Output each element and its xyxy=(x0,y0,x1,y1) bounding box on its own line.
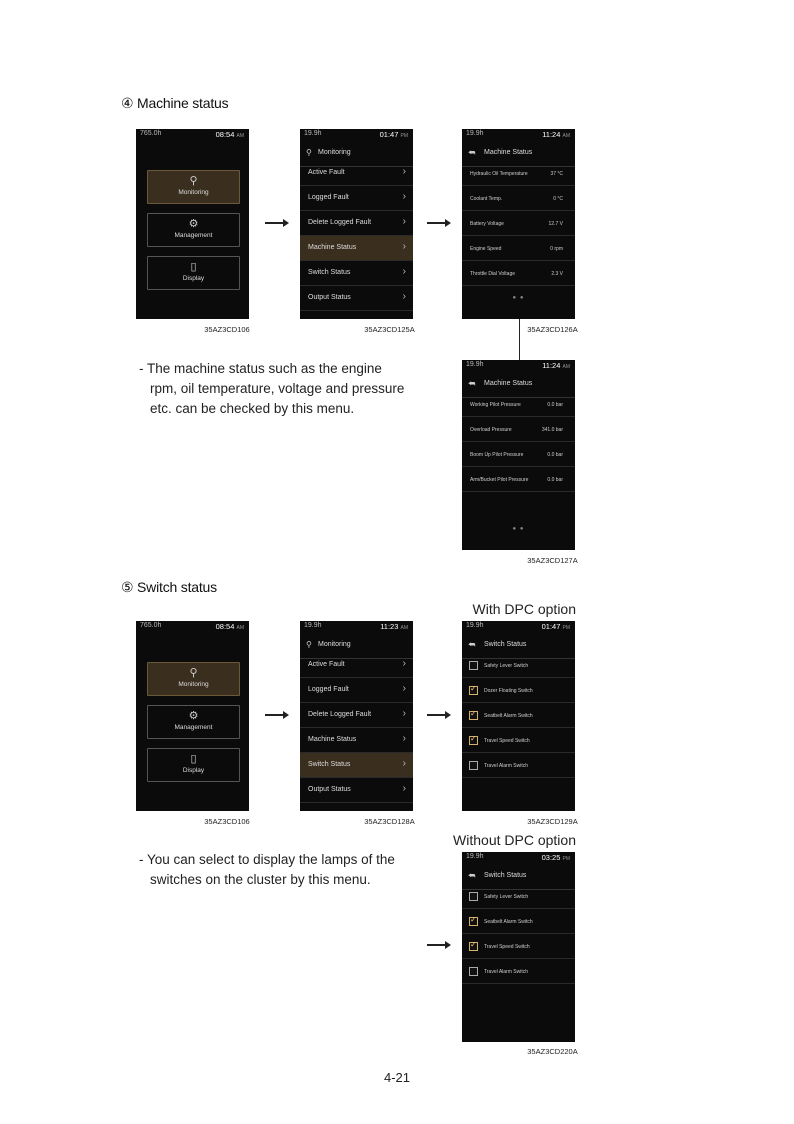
with-dpc-label: With DPC option xyxy=(472,601,576,617)
machine-status-screen-1: 19.9h 11:24 AM ⮪ Machine Status Hydraulic Oil Temperature 37 °C Coolant Temp. 0 °C Battery Voltage 12.7 V Engine Speed 0 rpm Throttle Dial Voltage 2.3 V ● ● xyxy=(462,129,575,319)
switch-row[interactable]: Safety Lever Switch xyxy=(462,653,575,678)
switch-row[interactable]: ✓ Dozer Floating Switch xyxy=(462,678,575,703)
status-row: Overload Pressure 341.0 bar xyxy=(462,417,575,442)
arrow-right-icon xyxy=(427,222,449,224)
status-row: Coolant Temp. 0 °C xyxy=(462,186,575,211)
tile-management[interactable]: ⚙ Management xyxy=(147,705,240,739)
checkbox-checked xyxy=(469,917,478,926)
caption: 35AZ3CD129A xyxy=(527,817,578,826)
status-row: Hydraulic Oil Temperature 37 °C xyxy=(462,161,575,186)
menu-item-delete-logged-fault[interactable]: Delete Logged Fault › xyxy=(300,703,413,728)
back-icon[interactable]: ⮪ xyxy=(468,871,476,880)
caption: 35AZ3CD127A xyxy=(527,556,578,565)
tile-display[interactable]: ▯ Display xyxy=(147,256,240,290)
checkbox xyxy=(469,661,478,670)
magnifier-icon: ⚲ xyxy=(189,667,198,679)
monitoring-screen: 19.9h 01:47 PM ⚲ Monitoring Active Fault › Logged Fault › Delete Logged Fault › Machine Status › Switch Status › Output Status › xyxy=(300,129,413,319)
menu-item-active-fault[interactable]: Active Fault › xyxy=(300,161,413,186)
back-icon[interactable]: ⮪ xyxy=(468,640,476,649)
chevron-right-icon: › xyxy=(402,658,406,669)
chevron-right-icon: › xyxy=(402,166,406,177)
chevron-right-icon: › xyxy=(402,216,406,227)
connector-line xyxy=(519,319,520,360)
display-icon: ▯ xyxy=(190,261,197,273)
monitoring-screen: 19.9h 11:23 AM ⚲ Monitoring Active Fault › Logged Fault › Delete Logged Fault › Machine Status › Switch Status › Output Status › xyxy=(300,621,413,811)
status-hours: 765.0h xyxy=(140,130,162,137)
menu-item-logged-fault[interactable]: Logged Fault › xyxy=(300,678,413,703)
caption: 35AZ3CD126A xyxy=(527,325,578,334)
checkbox-checked xyxy=(469,711,478,720)
main-menu-screen: 765.0h 08:54 AM ⚲ Monitoring ⚙ Management ▯ Display xyxy=(136,621,249,811)
caption: 35AZ3CD106 xyxy=(204,817,250,826)
chevron-right-icon: › xyxy=(402,758,406,769)
menu-item-active-fault[interactable]: Active Fault › xyxy=(300,653,413,678)
tile-management[interactable]: ⚙ Management xyxy=(147,213,240,247)
arrow-right-icon xyxy=(427,714,449,716)
menu-item-output-status[interactable]: Output Status › xyxy=(300,778,413,803)
status-row: Engine Speed 0 rpm xyxy=(462,236,575,261)
section-title-machine-status: ④ Machine status xyxy=(121,95,229,111)
caption: 35AZ3CD106 xyxy=(204,325,250,334)
display-icon: ▯ xyxy=(190,753,197,765)
checkbox xyxy=(469,967,478,976)
chevron-right-icon: › xyxy=(402,291,406,302)
chevron-right-icon: › xyxy=(402,708,406,719)
search-icon: ⚲ xyxy=(306,148,312,157)
back-icon[interactable]: ⮪ xyxy=(468,379,476,388)
status-row: Battery Voltage 12.7 V xyxy=(462,211,575,236)
status-row: Throttle Dial Voltage 2.3 V xyxy=(462,261,575,286)
arrow-right-icon xyxy=(265,714,287,716)
switch-row[interactable]: ✓ Travel Speed Switch xyxy=(462,728,575,753)
switch-row[interactable]: Travel Alarm Switch xyxy=(462,753,575,778)
tile-monitoring[interactable]: ⚲ Monitoring xyxy=(147,662,240,696)
caption: 35AZ3CD125A xyxy=(364,325,415,334)
tile-monitoring[interactable]: ⚲ Monitoring xyxy=(147,170,240,204)
checkbox-checked xyxy=(469,942,478,951)
arrow-right-icon xyxy=(427,944,449,946)
section-title-switch-status: ⑤ Switch status xyxy=(121,579,217,595)
chevron-right-icon: › xyxy=(402,241,406,252)
menu-item-machine-status[interactable]: Machine Status › xyxy=(300,728,413,753)
gear-icon: ⚙ xyxy=(188,710,199,722)
switch-row[interactable]: Travel Alarm Switch xyxy=(462,959,575,984)
machine-status-screen-2: 19.9h 11:24 AM ⮪ Machine Status Working Pilot Pressure 0.0 bar Overload Pressure 341.0 bar Boom Up Pilot Pressure 0.0 bar Arm/Bucket Pilot Pressure 0.0 bar ● ● xyxy=(462,360,575,550)
switch-status-dpc-screen: 19.9h 01:47 PM ⮪ Switch Status Safety Lever Switch ✓ Dozer Floating Switch ✓ Seatbelt Alarm Switch ✓ Travel Speed Switch Travel Alarm Switch xyxy=(462,621,575,811)
chevron-right-icon: › xyxy=(402,683,406,694)
menu-item-delete-logged-fault[interactable]: Delete Logged Fault › xyxy=(300,211,413,236)
section4-description: - The machine status such as the engine rpm, oil temperature, voltage and pressure etc. can be checked by this menu. xyxy=(139,361,405,416)
without-dpc-label: Without DPC option xyxy=(453,832,576,848)
main-menu-screen xyxy=(136,129,249,319)
status-row: Arm/Bucket Pilot Pressure 0.0 bar xyxy=(462,467,575,492)
checkbox xyxy=(469,892,478,901)
back-icon[interactable]: ⮪ xyxy=(468,148,476,157)
page-number: 4-21 xyxy=(383,1070,411,1085)
status-row: Working Pilot Pressure 0.0 bar xyxy=(462,392,575,417)
menu-item-switch-status[interactable]: Switch Status › xyxy=(300,261,413,286)
section5-description: - You can select to display the lamps of the switches on the cluster by this menu. xyxy=(139,852,395,887)
caption: 35AZ3CD128A xyxy=(364,817,415,826)
clock: 08:54 AM xyxy=(215,130,244,139)
switch-row[interactable]: ✓ Seatbelt Alarm Switch xyxy=(462,909,575,934)
page-indicator: ● ● xyxy=(512,526,525,532)
page-indicator: ● ● xyxy=(512,295,525,301)
menu-item-logged-fault[interactable]: Logged Fault › xyxy=(300,186,413,211)
magnifier-icon: ⚲ xyxy=(189,175,198,187)
chevron-right-icon: › xyxy=(402,191,406,202)
caption: 35AZ3CD220A xyxy=(527,1047,578,1056)
search-icon: ⚲ xyxy=(306,640,312,649)
switch-status-nodpc-screen: 19.9h 03:25 PM ⮪ Switch Status Safety Lever Switch ✓ Seatbelt Alarm Switch ✓ Travel Speed Switch Travel Alarm Switch xyxy=(462,852,575,1042)
checkbox xyxy=(469,761,478,770)
switch-row[interactable]: Safety Lever Switch xyxy=(462,884,575,909)
chevron-right-icon: › xyxy=(402,266,406,277)
tile-display[interactable]: ▯ Display xyxy=(147,748,240,782)
arrow-right-icon xyxy=(265,222,287,224)
menu-item-switch-status[interactable]: Switch Status › xyxy=(300,753,413,778)
checkbox-checked xyxy=(469,686,478,695)
switch-row[interactable]: ✓ Seatbelt Alarm Switch xyxy=(462,703,575,728)
switch-row[interactable]: ✓ Travel Speed Switch xyxy=(462,934,575,959)
menu-item-output-status[interactable]: Output Status › xyxy=(300,286,413,311)
gear-icon: ⚙ xyxy=(188,218,199,230)
chevron-right-icon: › xyxy=(402,733,406,744)
status-row: Boom Up Pilot Pressure 0.0 bar xyxy=(462,442,575,467)
checkbox-checked xyxy=(469,736,478,745)
chevron-right-icon: › xyxy=(402,783,406,794)
menu-item-machine-status[interactable]: Machine Status › xyxy=(300,236,413,261)
